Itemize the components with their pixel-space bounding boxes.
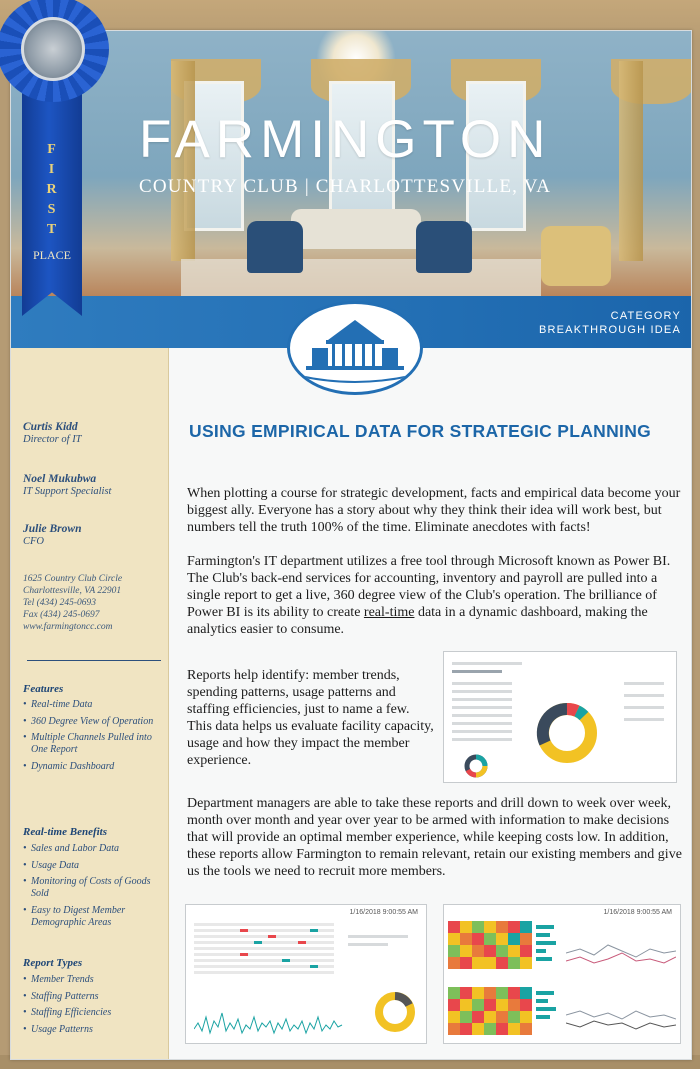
benefits-heading: Real-time Benefits (23, 826, 108, 838)
paragraph-text: data in a dynamic dashboard, making the analytics easier to consume. (187, 605, 648, 637)
report-types-heading: Report Types (23, 957, 83, 969)
ribbon-letter: T (46, 222, 58, 237)
list-item: • Monitoring of Costs of Goods Sold (23, 876, 163, 900)
main-title: USING EMPIRICAL DATA FOR STRATEGIC PLANNING (189, 421, 652, 441)
list-item: • Usage Patterns (23, 1024, 163, 1036)
line-chart-icon (566, 997, 676, 1041)
dashboard-screenshot-left (185, 904, 427, 1044)
small-donut-icon (462, 752, 490, 780)
person-name: Julie Brown (23, 523, 82, 535)
list-item: • 360 Degree View of Operation (23, 716, 163, 728)
ribbon-letter: I (48, 162, 56, 177)
real-time-text: real-time (363, 605, 415, 620)
chair-graphic (541, 226, 611, 286)
report-timestamp: 1/16/2018 9:00:55 AM (349, 909, 418, 916)
header-title: FARMINGTON (139, 110, 552, 169)
list-item: • Sales and Labor Data (23, 843, 163, 855)
clubhouse-icon (290, 304, 420, 392)
line-chart-icon (194, 995, 344, 1041)
category-label (539, 309, 681, 337)
person-3 (23, 523, 81, 548)
category-line2: BREAKTHROUGH IDEA (538, 324, 681, 336)
website-line: www.farmingtoncc.com (23, 622, 113, 632)
curtain-graphic (619, 61, 643, 261)
paragraph-reports: Reports help identify: member trends, spending patterns, usage patterns and staffing efficiencies, just to name a few. This data helps us evaluate facility capacity, usage and how they impact the member experience. (187, 668, 434, 768)
sidebar (11, 348, 169, 1060)
list-item: • Real-time Data (23, 699, 163, 711)
person-2 (23, 473, 111, 498)
sofa-graphic (291, 209, 421, 249)
ribbon-place-text: PLACE (32, 248, 71, 262)
address-line: Charlottesville, VA 22901 (23, 586, 122, 596)
list-item: • Easy to Digest Member Demographic Areas (23, 905, 163, 929)
header-subtitle: COUNTRY CLUB | CHARLOTTESVILLE, VA (139, 176, 552, 197)
list-item: • Staffing Patterns (23, 991, 163, 1003)
line-chart-icon (566, 933, 676, 977)
chair-graphic (247, 221, 303, 273)
paragraph-managers: Department managers are able to take these reports and drill down to week over week, month over month and year over year to be armed with information to make decisions that will provide an optimal member experience, while keeping costs low. In addition, these reports allow Farmington to remain relevant, retain our existing members and give us the tools we need to recruit more members. (187, 796, 682, 879)
category-line1: CATEGORY (610, 310, 681, 322)
list-item: • Multiple Channels Pulled into One Report (23, 732, 163, 756)
address-block (23, 573, 122, 633)
ribbon-letter: F (47, 142, 57, 157)
sidebar-divider (27, 660, 161, 661)
person-role: CFO (23, 536, 44, 547)
heatmap-icon (448, 921, 558, 1039)
paragraph-intro: When plotting a course for strategic development, facts and empirical data become your biggest ally. Everyone has a story about why they think their idea will work best, but numbers tell the truth 100% of the time. Eliminate anecdotes with facts! (187, 486, 681, 535)
person-1 (23, 421, 82, 446)
chair-graphic (416, 221, 472, 273)
dashboard-screenshot-right (443, 904, 681, 1044)
report-timestamp: 1/16/2018 9:00:55 AM (603, 909, 672, 916)
features-heading: Features (23, 683, 64, 695)
list-item: • Usage Data (23, 860, 163, 872)
list-item: • Staffing Efficiencies (23, 1007, 163, 1019)
poster (10, 30, 692, 1060)
ribbon-first-text (22, 140, 82, 240)
rug-graphic (181, 259, 541, 296)
paragraph-power-bi (187, 553, 685, 638)
report-types-list (23, 974, 163, 1040)
fax-line: Fax (434) 245-0697 (23, 610, 100, 620)
address-line: 1625 Country Club Circle (23, 574, 123, 584)
medal-seal-icon (21, 17, 85, 81)
list-item: • Dynamic Dashboard (23, 761, 163, 773)
header-photo (11, 31, 692, 296)
clubhouse-logo (287, 301, 423, 395)
dashboard-screenshot-donut (443, 651, 677, 783)
donut-chart-icon (532, 698, 602, 768)
features-list (23, 699, 163, 777)
person-name: Noel Mukubwa (23, 473, 97, 485)
person-role: IT Support Specialist (23, 486, 112, 497)
ribbon-letter: R (46, 182, 58, 197)
person-role: Director of IT (23, 434, 82, 445)
benefits-list (23, 843, 163, 933)
person-name: Curtis Kidd (23, 421, 78, 433)
phone-line: Tel (434) 245-0693 (23, 598, 97, 608)
table-heatmap-icon (190, 919, 340, 979)
donut-chart-icon (372, 989, 418, 1035)
ribbon-letter: S (47, 202, 57, 217)
paragraph-text: Farmington's IT department utilizes a free tool through Microsoft known as Power BI. The Club's back-end services for accounting, inventory and payroll are pulled into a single report to get a live, 360 degree view of the Club's operation. The brilliance of Power BI is its ability to create (187, 554, 671, 620)
list-item: • Member Trends (23, 974, 163, 986)
